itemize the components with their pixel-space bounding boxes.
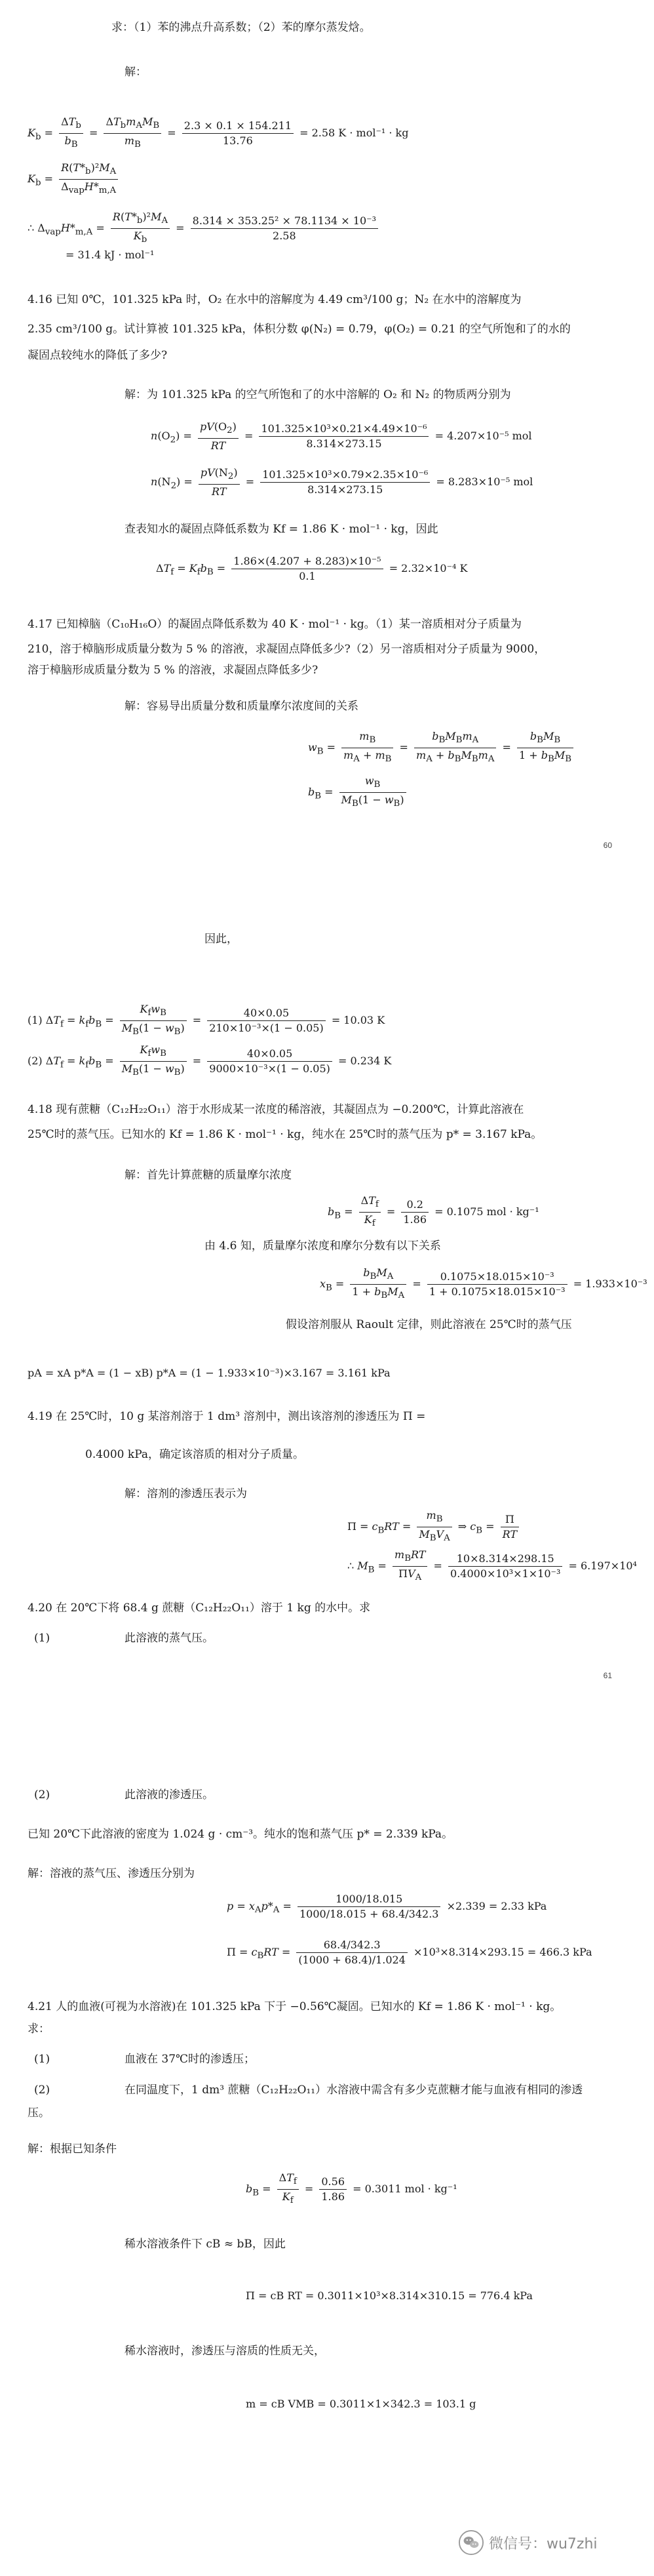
wechat-watermark: [459, 2530, 598, 2555]
q421-2-line1: 在同温度下，1 dm³ 蔗糖（C₁₂H₂₂O₁₁）水溶液中需含有多少克蔗糖才能与血液有相同的渗透: [125, 2083, 583, 2097]
dilute-421: 稀水溶液条件下 cB ≈ bB，因此: [125, 2238, 286, 2251]
vapor-pressure-418: pA = xA p*A = (1 − xB) p*A = (1 − 1.933×10⁻³)×3.167 = 3.161 kPa: [28, 1367, 391, 1379]
q420-2: 此溶液的渗透压。: [125, 1788, 214, 1801]
watermark-label: 微信号：wu7zhi: [489, 2535, 598, 2552]
molality-421: $b_B$ = $\frac{\Delta T_f}{K_f}$ = $\frac{0.56}{1.86}$ = 0.3011 mol · kg⁻¹: [246, 2171, 457, 2206]
solve-418: 解：首先计算蔗糖的质量摩尔浓度: [125, 1169, 292, 1182]
problem-416-line2: 2.35 cm³/100 g。试计算被 101.325 kPa，体积分数 φ(N₂) = 0.79，φ(O₂) = 0.21 的空气所饱和了的水的: [28, 323, 571, 336]
osmotic-pressure-420: $\Pi = c_BRT$ = $\frac{68.4/342.3}{(1000 + 68.4)/1.024}$ ×10³×8.314×293.15 = 466.3 kPa: [227, 1939, 592, 1966]
kb-formula: $K_b$ = $\frac{\Delta T_b}{b_B}$ = $\frac{\Delta T_bm_AM_B}{m_B}$ = $\frac{2.3 \times 0.1 \times 154.211}{13.76}$ = 2.58 K · mol⁻¹ · kg: [28, 115, 409, 150]
q420-1-num: (1): [34, 1632, 50, 1645]
wechat-icon: [459, 2530, 484, 2555]
osmotic-pressure-421: Π = cB RT = 0.3011×10³×8.314×310.15 = 776.4 kPa: [246, 2289, 533, 2302]
problem-416-line3: 凝固点较纯水的降低了多少?: [28, 349, 168, 362]
q421-2-num: (2): [34, 2083, 50, 2097]
mole-fraction-418: $x_B$ = $\frac{b_BM_A}{1 + b_BM_A}$ = $\frac{\text{0.1075×18.015×10⁻³}}{\text{1 + 0.1075×18.015×10⁻³}}$ = 1.933×10⁻³: [320, 1266, 647, 1301]
kf-lookup: 查表知水的凝固点降低系数为 Kf = 1.86 K · mol⁻¹ · kg，因此: [125, 523, 438, 536]
enthalpy-formula: ∴ $\Delta_{vap}H*_{m,A}$ = $\frac{R(T*_b)^2M_A}{K_b}$ = $\frac{\text{8.314 × 353.25² × 78.1134 × 10⁻³}}{2.58}$: [28, 210, 381, 247]
relation-418: 由 4.6 知，质量摩尔浓度和摩尔分数有以下关系: [204, 1239, 441, 1253]
result-417-2: (2) $\Delta T_f = k_fb_B$ = $\frac{K_fw_B}{M_B(1 - w_B)}$ = $\frac{40\times 0.05}{\text{9000×10⁻³×(1 − 0.05)}}$ = 0.234 K: [28, 1043, 392, 1078]
problem-419-line2: 0.4000 kPa，确定该溶质的相对分子质量。: [85, 1448, 304, 1461]
n2-amount-formula: $n(N_2)$ = $\frac{pV(N_2)}{RT}$ = $\frac{\text{101.325×10³×0.79×2.35×10⁻⁶}}{8.314\times 273.15}$ = 8.283×10⁻⁵ mol: [151, 466, 533, 498]
solve-label: 解：: [125, 66, 147, 79]
problem-421-line1: 4.21 人的血液(可视为水溶液)在 101.325 kPa 下于 −0.56℃凝固。已知水的 Kf = 1.86 K · mol⁻¹ · kg。: [28, 2000, 562, 2013]
q421-1-num: (1): [34, 2053, 50, 2066]
solve-420: 解：溶液的蒸气压、渗透压分别为: [28, 1867, 195, 1880]
solve-416: 解：为 101.325 kPa 的空气所饱和了的水中溶解的 O₂ 和 N₂ 的物质两分别为: [125, 388, 511, 401]
solve-421: 解：根据已知条件: [28, 2143, 117, 2156]
problem-417-line3: 溶于樟脑形成质量分数为 5 % 的溶液，求凝固点降低多少?: [28, 664, 318, 677]
q420-1: 此溶液的蒸气压。: [125, 1632, 214, 1645]
therefore-label: 因此，: [204, 933, 238, 946]
page-number-61: 61: [603, 1671, 612, 1680]
molality-relation: $b_B$ = $\frac{w_B}{M_B(1 - w_B)}$: [308, 774, 409, 811]
sucrose-mass-421: m = cB VMB = 0.3011×1×342.3 = 103.1 g: [246, 2398, 476, 2410]
solve-419: 解：溶剂的渗透压表示为: [125, 1487, 247, 1500]
problem-420-line1: 4.20 在 20℃下将 68.4 g 蔗糖（C₁₂H₂₂O₁₁）溶于 1 kg 的水中。求: [28, 1601, 371, 1615]
problem-419-line1: 4.19 在 25℃时，10 g 某溶剂溶于 1 dm³ 溶剂中，测出该溶剂的渗透压为 Π =: [28, 1410, 426, 1423]
o2-amount-formula: $n(O_2)$ = $\frac{pV(O_2)}{RT}$ = $\frac{\text{101.325×10³×0.21×4.49×10⁻⁶}}{8.314\times 273.15}$ = 4.207×10⁻⁵ mol: [151, 420, 532, 453]
q421-1: 血液在 37℃时的渗透压；: [125, 2053, 256, 2066]
dilute2-421: 稀水溶液时，渗透压与溶质的性质无关，: [125, 2345, 325, 2358]
molality-418: $b_B$ = $\frac{\Delta T_f}{K_f}$ = $\frac{0.2}{1.86}$ = 0.1075 mol · kg⁻¹: [328, 1194, 539, 1229]
q421-2-line2: 压。: [28, 2106, 50, 2120]
osmotic-definition: $\Pi = c_BRT$ = $\frac{m_B}{M_BV_A}$ ⇒ $c_B$ = $\frac{\Pi}{RT}$: [347, 1508, 522, 1546]
problem-421-line2: 求：: [28, 2023, 50, 2036]
q420-2-num: (2): [34, 1788, 50, 1801]
problem-418-line2: 25℃时的蒸气压。已知水的 Kf = 1.86 K · mol⁻¹ · kg，纯水在 25℃时的蒸气压为 p* = 3.167 kPa。: [28, 1128, 543, 1141]
mass-fraction-relation: $w_B$ = $\frac{m_B}{m_A + m_B}$ = $\frac{b_BM_Bm_A}{m_A + b_BM_Bm_A}$ = $\frac{b_BM_B}{1 + b_BM_B}$: [308, 729, 576, 767]
page-number-60: 60: [603, 841, 612, 850]
known-420: 已知 20℃下此溶液的密度为 1.024 g · cm⁻³。纯水的饱和蒸气压 p* = 2.339 kPa。: [28, 1828, 453, 1841]
problem-416-line1: 4.16 已知 0℃，101.325 kPa 时，O₂ 在水中的溶解度为 4.49 cm³/100 g；N₂ 在水中的溶解度为: [28, 293, 522, 306]
molar-mass-419: ∴ $M_B$ = $\frac{m_BRT}{\Pi V_A}$ = $\frac{10\times 8.314\times 298.15}{\text{0.4000×10³×1×10⁻³}}$ = 6.197×10⁴: [347, 1548, 637, 1583]
problem-418-line1: 4.18 现有蔗糖（C₁₂H₂₂O₁₁）溶于水形成某一浓度的稀溶液，其凝固点为 −0.200℃，计算此溶液在: [28, 1103, 524, 1116]
freezing-depression-416: $\Delta T_f = K_fb_B$ = $\frac{\text{1.86×(4.207 + 8.283)×10⁻⁵}}{0.1}$ = 2.32×10⁻⁴ K: [156, 555, 468, 582]
question-intro: 求：（1）苯的沸点升高系数；（2）苯的摩尔蒸发焓。: [111, 21, 371, 34]
solve-417: 解：容易导出质量分数和质量摩尔浓度间的关系: [125, 700, 358, 713]
enthalpy-result: = 31.4 kJ · mol⁻¹: [66, 249, 155, 261]
assume-418: 假设溶剂服从 Raoult 定律，则此溶液在 25℃时的蒸气压: [286, 1318, 572, 1331]
kb-definition: $K_b$ = $\frac{R(T*_b)^2M_A}{\Delta_{vap}H*_{m,A}}$: [28, 161, 121, 198]
problem-417-line2: 210，溶于樟脑形成质量分数为 5 % 的溶液，求凝固点降低多少?（2）另一溶质相对分子质量为 9000，: [28, 643, 546, 656]
result-417-1: (1) $\Delta T_f = k_fb_B$ = $\frac{K_fw_B}{M_B(1 - w_B)}$ = $\frac{40\times 0.05}{\text{210×10⁻³×(1 − 0.05)}}$ = 10.03 K: [28, 1003, 385, 1037]
problem-417-line1: 4.17 已知樟脑（C₁₀H₁₆O）的凝固点降低系数为 40 K · mol⁻¹ · kg。（1）某一溶质相对分子质量为: [28, 618, 522, 631]
vapor-pressure-420: $p = x_Ap*_A$ = $\frac{1000/18.015}{1000/18.015 + 68.4/342.3}$ ×2.339 = 2.33 kPa: [227, 1893, 547, 1920]
